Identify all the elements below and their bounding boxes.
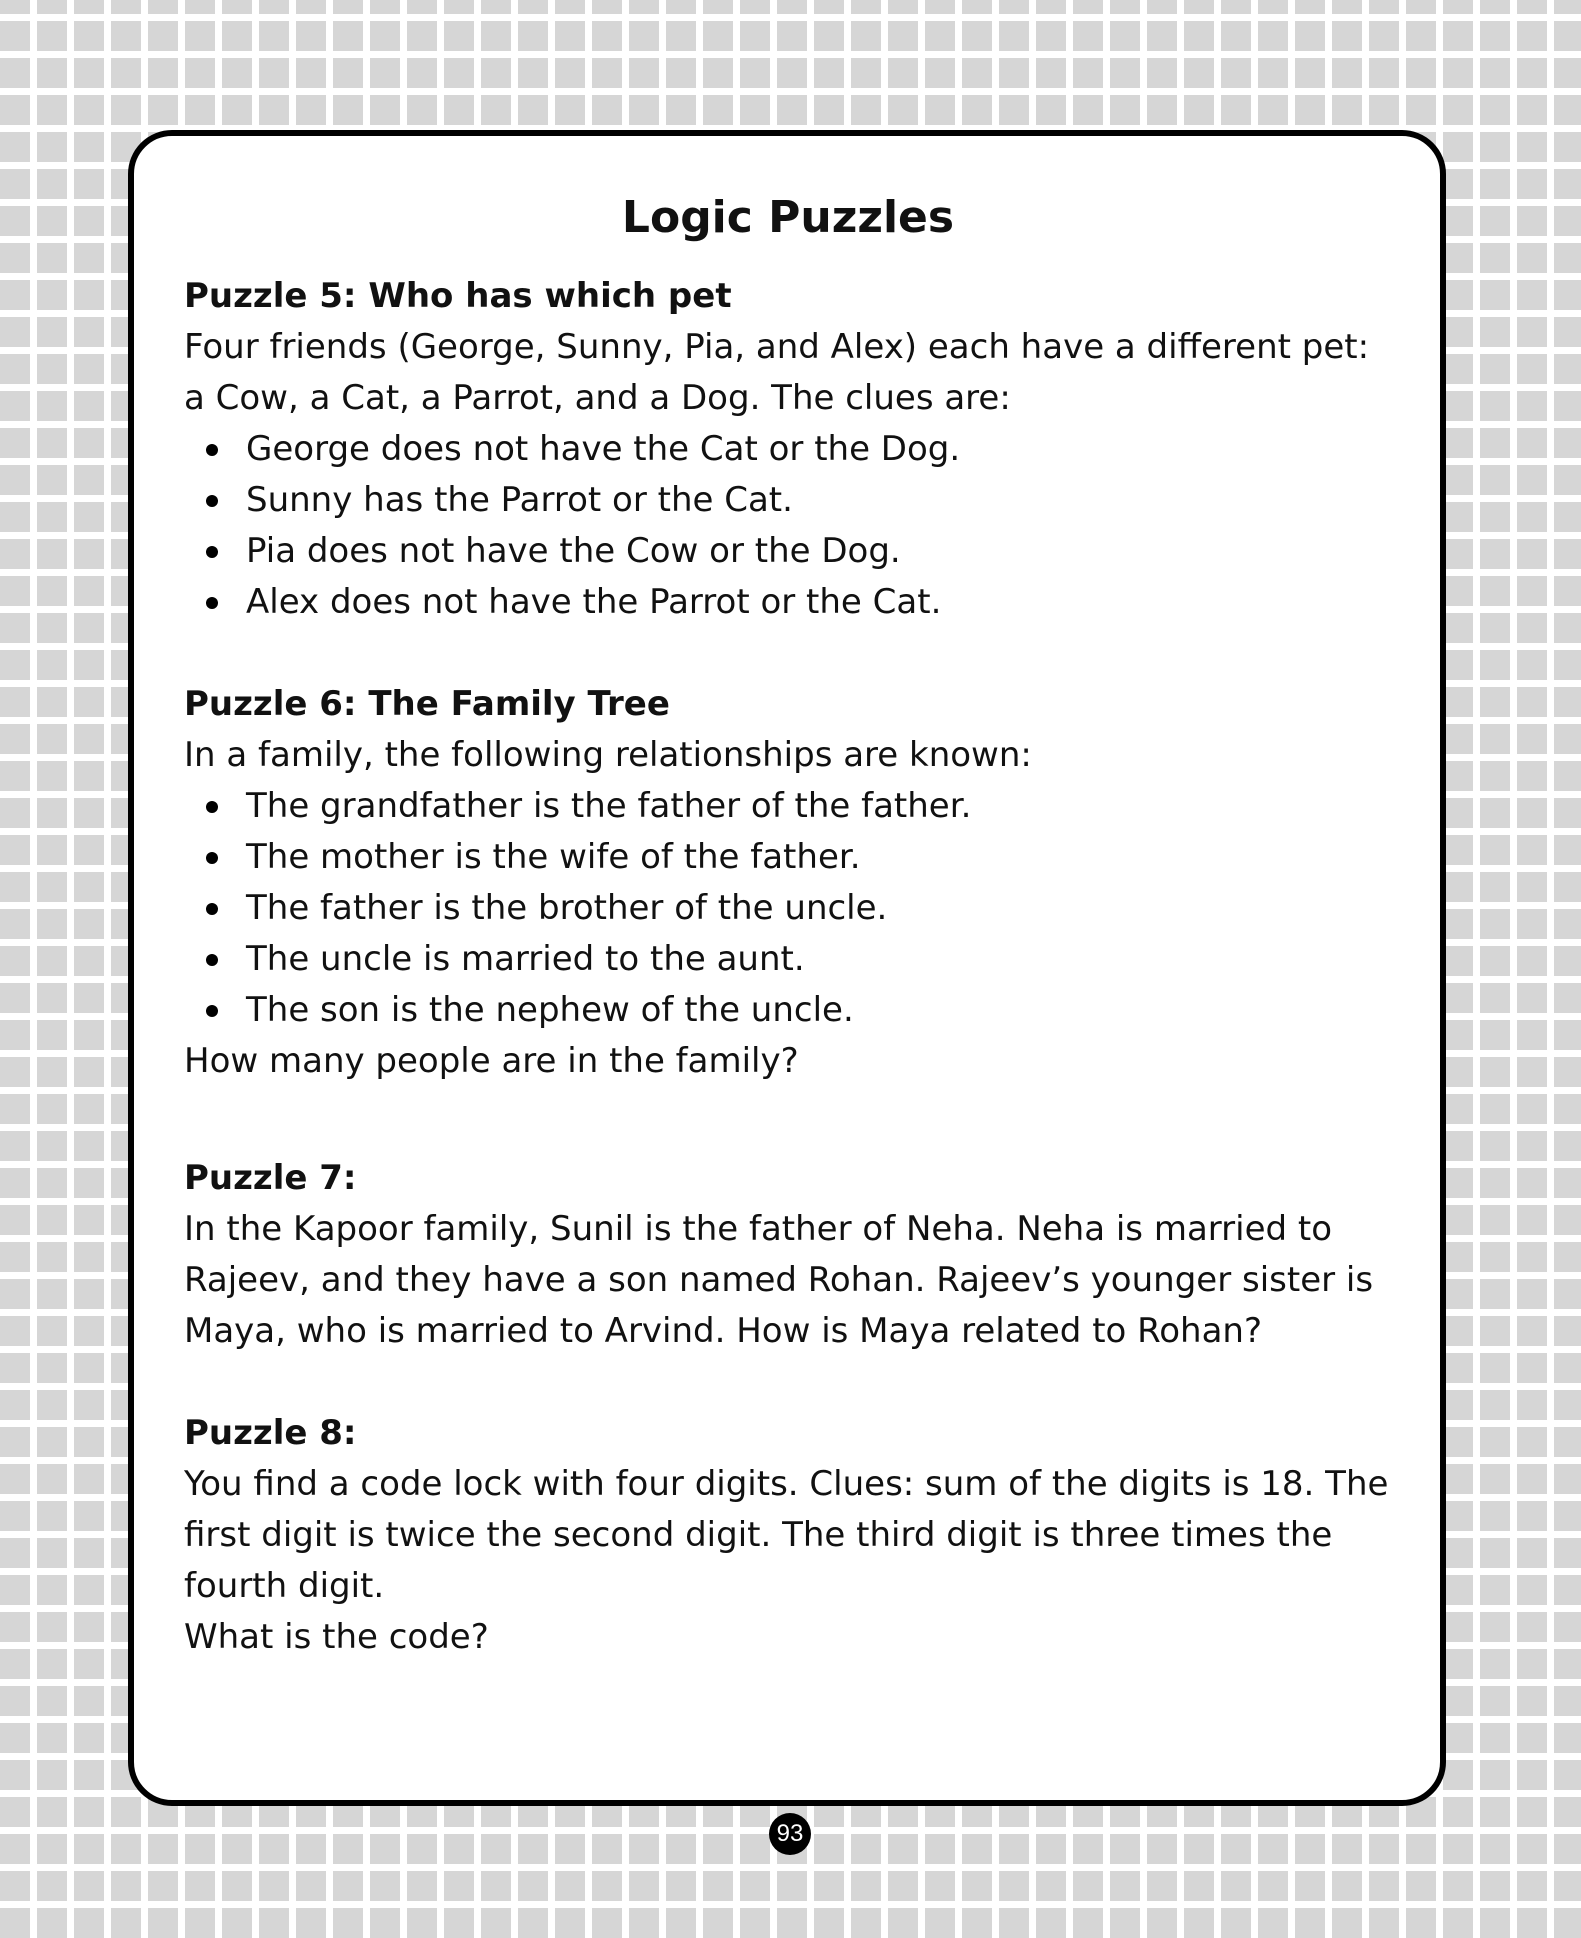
puzzle-question: How many people are in the family? bbox=[184, 1040, 799, 1081]
puzzle-7 bbox=[184, 1153, 1392, 1357]
clue-list bbox=[184, 781, 1392, 1036]
puzzle-question: What is the code? bbox=[184, 1616, 489, 1657]
clue-text: Alex does not have the Parrot or the Cat. bbox=[246, 581, 942, 622]
clue-list bbox=[184, 424, 1392, 628]
bullet-icon bbox=[206, 903, 218, 915]
puzzle-intro: In a family, the following relationships are known: bbox=[184, 734, 1032, 775]
clue-item bbox=[184, 424, 1392, 475]
bullet-icon bbox=[206, 546, 218, 558]
clue-text: George does not have the Cat or the Dog. bbox=[246, 428, 961, 469]
bullet-icon bbox=[206, 597, 218, 609]
puzzle-body: You find a code lock with four digits. Clues: sum of the digits is 18. The first digit is twice the second digit. The third digit is three times the fourth digit. bbox=[184, 1463, 1389, 1606]
puzzle-5 bbox=[184, 271, 1392, 628]
bullet-icon bbox=[206, 444, 218, 456]
clue-text: The grandfather is the father of the father. bbox=[246, 785, 972, 826]
page-title: Logic Puzzles bbox=[621, 192, 955, 243]
puzzle-6 bbox=[184, 679, 1392, 1087]
clue-text: Pia does not have the Cow or the Dog. bbox=[246, 530, 901, 571]
clue-item bbox=[184, 832, 1392, 883]
clue-item bbox=[184, 985, 1392, 1036]
puzzle-8 bbox=[184, 1408, 1392, 1663]
clue-item bbox=[184, 475, 1392, 526]
puzzle-heading: Puzzle 8: bbox=[184, 1412, 357, 1453]
clue-text: The father is the brother of the uncle. bbox=[246, 887, 888, 928]
bullet-icon bbox=[206, 954, 218, 966]
bullet-icon bbox=[206, 1005, 218, 1017]
clue-text: The uncle is married to the aunt. bbox=[246, 938, 805, 979]
puzzle-body: In the Kapoor family, Sunil is the father of Neha. Neha is married to Rajeev, and they have a son named Rohan. Rajeev’s younger sister is Maya, who is married to Arvind. How is Maya related to Rohan? bbox=[184, 1208, 1374, 1351]
clue-item bbox=[184, 526, 1392, 577]
puzzle-card bbox=[128, 130, 1446, 1806]
clue-item bbox=[184, 934, 1392, 985]
bullet-icon bbox=[206, 852, 218, 864]
clue-item bbox=[184, 577, 1392, 628]
clue-text: The son is the nephew of the uncle. bbox=[246, 989, 854, 1030]
puzzle-heading: Puzzle 5: Who has which pet bbox=[184, 275, 732, 316]
puzzle-heading: Puzzle 7: bbox=[184, 1157, 357, 1198]
clue-text: Sunny has the Parrot or the Cat. bbox=[246, 479, 793, 520]
bullet-icon bbox=[206, 801, 218, 813]
clue-item bbox=[184, 883, 1392, 934]
clue-text: The mother is the wife of the father. bbox=[246, 836, 861, 877]
puzzle-heading: Puzzle 6: The Family Tree bbox=[184, 683, 670, 724]
page-number-badge: 93 bbox=[769, 1813, 811, 1855]
bullet-icon bbox=[206, 495, 218, 507]
clue-item bbox=[184, 781, 1392, 832]
puzzle-intro: Four friends (George, Sunny, Pia, and Alex) each have a different pet: a Cow, a Cat, a Parrot, and a Dog. The clues are: bbox=[184, 326, 1370, 418]
